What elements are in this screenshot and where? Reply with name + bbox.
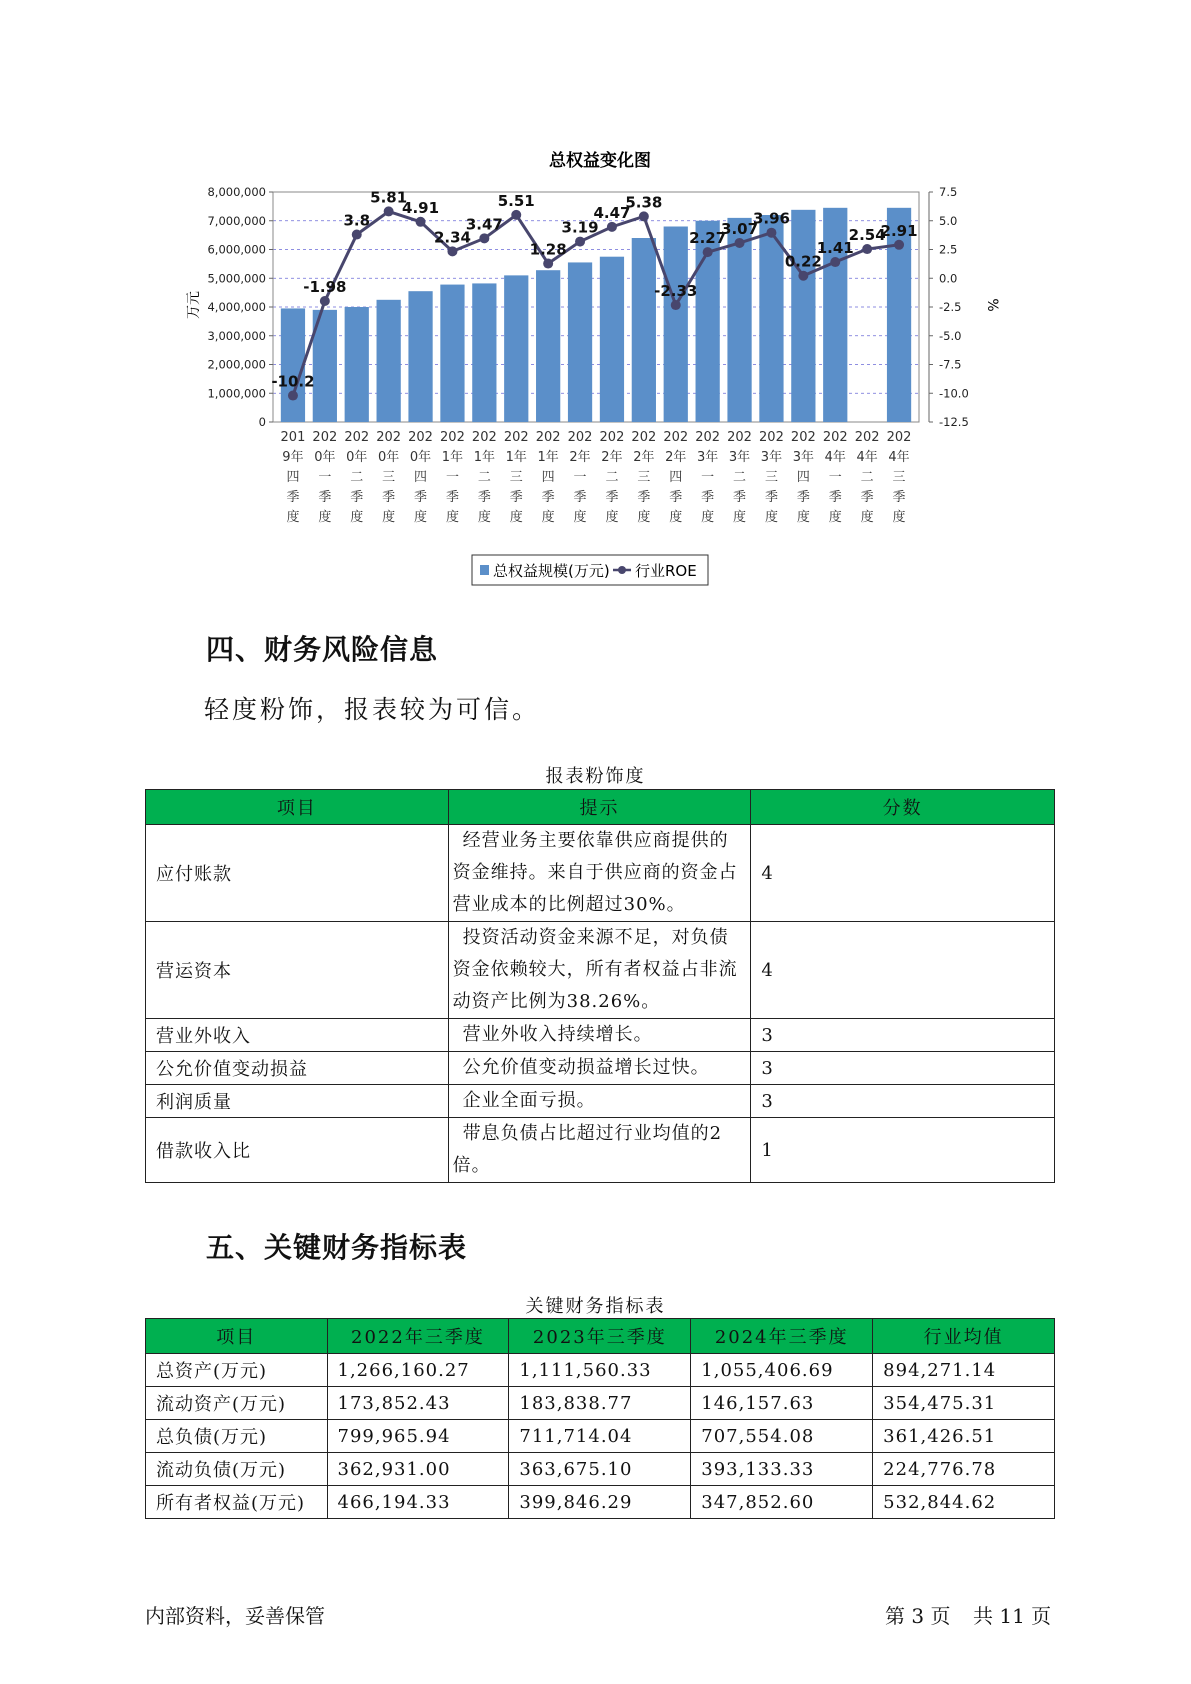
cell: 799,965.94 [327,1420,509,1453]
table-row [146,1387,1055,1420]
table-row [146,1486,1055,1519]
svg-text:度: 度 [892,510,906,525]
roe-point [416,217,426,227]
chart-title: 总权益变化图 [549,151,651,171]
svg-text:二: 二 [350,470,364,485]
svg-text:201: 201 [280,430,306,445]
x-tick-label [791,430,816,525]
svg-text:202: 202 [440,430,465,445]
y-left-tick-label: 1,000,000 [207,386,266,401]
x-tick-label [663,430,688,525]
cell: 流动负债(万元) [146,1453,328,1486]
equity-bar [632,238,656,422]
svg-text:度: 度 [764,510,778,525]
svg-text:三: 三 [892,470,906,485]
y-right-tick-label: -5.0 [939,328,962,343]
cell: 146,157.63 [691,1387,873,1420]
section5-heading: 五、关键财务指标表 [206,1231,468,1264]
svg-text:二: 二 [860,470,874,485]
y-right-tick-label: -12.5 [939,415,969,429]
svg-text:季: 季 [701,490,715,505]
cell: 894,271.14 [873,1354,1055,1387]
y-left-tick-label: 4,000,000 [207,300,266,314]
row-item: 营业外收入 [146,1019,449,1052]
section4-heading: 四、财务风险信息 [206,633,439,666]
header-industry-avg: 行业均值 [873,1319,1055,1354]
svg-text:季: 季 [477,490,491,505]
roe-data-label: 2.91 [880,221,918,240]
svg-text:0年: 0年 [378,450,400,465]
roe-data-label: 4.91 [402,198,440,217]
cell: 347,852.60 [691,1486,873,1519]
svg-text:202: 202 [663,430,689,445]
table-row [146,1453,1055,1486]
x-tick-label [344,430,369,525]
y-axis-right-label: % [984,298,1000,312]
y-left-tick-label: 3,000,000 [207,328,266,343]
roe-point [703,247,713,257]
risk-table-caption: 报表粉饰度 [545,766,646,787]
table-row [146,922,1055,1019]
svg-text:季: 季 [445,490,459,505]
svg-text:3年: 3年 [792,450,814,465]
x-tick-label [472,430,497,525]
cell: 361,426.51 [873,1420,1055,1453]
y-right-tick-label: -7.5 [939,357,962,372]
roe-point [384,206,394,216]
row-tip: 投资活动资金来源不足，对负债资金依赖较大，所有者权益占非流动资产比例为38.26%。 [448,922,751,1019]
y-left-tick-label: 7,000,000 [207,213,266,228]
equity-bar [377,300,401,422]
legend-bar-swatch [480,565,489,575]
y-axis-left-label: 万元 [186,291,202,319]
svg-text:度: 度 [414,510,428,525]
header-item: 项目 [146,790,449,825]
roe-data-label: 3.96 [752,209,790,228]
cell: 1,266,160.27 [327,1354,509,1387]
svg-text:202: 202 [631,430,657,445]
svg-text:三: 三 [637,470,651,485]
roe-data-label: 2.54 [848,226,886,245]
header-2024q3: 2024年三季度 [691,1319,873,1354]
svg-text:2年: 2年 [665,450,687,465]
equity-bar [472,283,496,422]
row-score: 3 [751,1019,1055,1052]
svg-text:202: 202 [344,430,370,445]
roe-point [639,211,649,221]
cell: 707,554.08 [691,1420,873,1453]
row-item: 利润质量 [146,1085,449,1118]
table-row [146,1052,1055,1085]
cell: 354,475.31 [873,1387,1055,1420]
y-axis-right [929,185,969,429]
x-tick-label [823,430,848,525]
svg-text:4年: 4年 [888,450,910,465]
svg-text:2年: 2年 [569,450,591,465]
svg-text:度: 度 [445,510,459,525]
svg-text:季: 季 [541,490,555,505]
svg-text:度: 度 [286,510,300,525]
roe-point [447,246,457,256]
x-tick-label [312,430,337,525]
svg-text:度: 度 [637,510,651,525]
x-tick-label [536,430,561,525]
roe-point [671,300,681,310]
roe-data-label: 5.81 [370,188,408,207]
footer-page-number: 第 3 页 [885,1604,951,1628]
svg-text:0年: 0年 [346,450,368,465]
x-tick-label [408,430,433,525]
roe-point [766,228,776,238]
table-row [146,1019,1055,1052]
svg-text:202: 202 [376,430,402,445]
row-item: 营运资本 [146,922,449,1019]
x-tick-label [376,430,401,525]
svg-text:季: 季 [605,490,619,505]
svg-text:3年: 3年 [728,450,751,465]
row-item: 借款收入比 [146,1118,449,1183]
svg-text:4年: 4年 [824,450,846,465]
svg-text:四: 四 [669,470,683,485]
cell: 711,714.04 [509,1420,691,1453]
roe-point [862,244,872,254]
svg-text:季: 季 [828,490,842,505]
svg-text:二: 二 [733,470,747,485]
svg-text:度: 度 [350,510,364,525]
roe-point [830,257,840,267]
svg-text:0年: 0年 [314,450,336,465]
svg-text:度: 度 [669,510,683,525]
cell: 393,133.33 [691,1453,873,1486]
y-left-tick-label: 5,000,000 [207,271,266,286]
svg-text:1年: 1年 [441,450,464,465]
roe-data-label: 4.47 [593,203,631,222]
svg-text:一: 一 [573,470,587,485]
svg-text:季: 季 [764,490,778,505]
svg-text:度: 度 [860,510,874,525]
x-tick-label [440,430,465,525]
svg-text:4年: 4年 [856,450,878,465]
x-tick-label [504,430,529,525]
x-tick-label [631,430,656,525]
equity-bar [600,257,624,422]
roe-data-label: 3.8 [343,211,371,230]
x-tick-label [759,430,784,525]
svg-text:1年: 1年 [505,450,527,465]
row-score: 3 [751,1052,1055,1085]
svg-text:季: 季 [733,490,747,505]
x-tick-label [855,430,880,525]
cell: 362,931.00 [327,1453,509,1486]
roe-point [607,222,617,232]
svg-text:202: 202 [408,430,433,445]
roe-point [894,240,904,250]
y-right-tick-label: -2.5 [939,300,962,314]
table-row [146,825,1055,922]
svg-text:202: 202 [535,430,561,445]
x-axis-labels [281,430,912,525]
roe-data-label: -10.2 [271,372,315,391]
svg-text:季: 季 [573,490,587,505]
equity-bar [727,218,751,422]
svg-text:202: 202 [854,430,880,445]
header-2023q3: 2023年三季度 [509,1319,691,1354]
roe-data-label: 5.51 [497,191,535,210]
svg-text:四: 四 [414,470,428,485]
row-tip: 公允价值变动损益增长过快。 [448,1052,751,1085]
svg-text:一: 一 [445,470,459,485]
row-tip: 企业全面亏损。 [448,1085,751,1118]
svg-text:季: 季 [637,490,651,505]
roe-point [288,391,298,401]
y-right-tick-label: 2.5 [939,242,958,257]
cell: 183,838.77 [509,1387,691,1420]
chart-legend [472,555,708,585]
svg-text:202: 202 [695,430,721,445]
header-item: 项目 [146,1319,328,1354]
risk-table [145,789,1055,1183]
table-row [146,1420,1055,1453]
table-row [146,1118,1055,1183]
svg-text:度: 度 [701,510,715,525]
svg-text:3年: 3年 [697,450,719,465]
svg-text:9年: 9年 [282,450,304,465]
y-right-tick-label: 5.0 [939,213,958,228]
row-tip: 带息负债占比超过行业均值的2倍。 [448,1118,751,1183]
y-left-tick-label: 6,000,000 [207,242,266,257]
svg-text:202: 202 [567,430,593,445]
row-item: 应付账款 [146,825,449,922]
svg-text:度: 度 [573,510,587,525]
row-item: 公允价值变动损益 [146,1052,449,1085]
row-tip: 经营业务主要依靠供应商提供的资金维持。来自于供应商的资金占营业成本的比例超过30%。 [448,825,751,922]
x-tick-label [695,430,720,525]
row-score: 1 [751,1118,1055,1183]
equity-bar [664,227,688,423]
svg-text:一: 一 [318,470,332,485]
svg-text:度: 度 [509,510,523,525]
table-row [146,1085,1055,1118]
svg-text:一: 一 [828,470,842,485]
x-tick-label [887,430,912,525]
cell: 532,844.62 [873,1486,1055,1519]
svg-text:202: 202 [886,430,912,445]
roe-data-label: 2.34 [433,228,471,247]
table-row [146,1354,1055,1387]
svg-text:季: 季 [509,490,523,505]
legend-line-marker [618,566,626,574]
cell: 466,194.33 [327,1486,509,1519]
row-tip: 营业外收入持续增长。 [448,1019,751,1052]
x-tick-label [727,430,752,525]
svg-text:3年: 3年 [760,450,783,465]
row-score: 4 [751,825,1055,922]
cell: 173,852.43 [327,1387,509,1420]
equity-bar [345,307,369,422]
svg-text:202: 202 [471,430,497,445]
svg-text:1年: 1年 [537,450,559,465]
svg-text:季: 季 [318,490,332,505]
footer-confidential: 内部资料，妥善保管 [145,1604,325,1628]
roe-data-label: 3.19 [561,218,599,237]
equity-bar [504,275,528,422]
svg-text:2年: 2年 [633,450,655,465]
roe-data-label: 2.27 [689,229,727,248]
y-right-tick-label: -10.0 [939,386,969,401]
x-tick-label [281,430,306,525]
svg-text:季: 季 [669,490,683,505]
roe-point [735,238,745,248]
key-financial-table [145,1318,1055,1519]
svg-text:202: 202 [503,430,529,445]
equity-bar [281,308,305,422]
svg-text:一: 一 [701,470,715,485]
svg-text:四: 四 [541,470,555,485]
svg-text:度: 度 [382,510,396,525]
header-score: 分数 [751,790,1055,825]
roe-data-label: 0.22 [784,252,822,271]
cell: 流动资产(万元) [146,1387,328,1420]
svg-text:四: 四 [796,470,810,485]
svg-text:202: 202 [599,430,625,445]
legend-line-label: 行业ROE [635,562,697,580]
cell: 所有者权益(万元) [146,1486,328,1519]
header-tip: 提示 [448,790,751,825]
x-tick-label [600,430,625,525]
y-right-tick-label: 0.0 [939,271,958,286]
svg-text:季: 季 [414,490,428,505]
svg-text:二: 二 [477,470,491,485]
svg-text:季: 季 [286,490,300,505]
cell: 1,055,406.69 [691,1354,873,1387]
footer-total-pages: 共 11 页 [973,1604,1052,1628]
svg-text:0年: 0年 [409,450,432,465]
roe-point [352,230,362,240]
equity-bar [536,270,560,422]
svg-text:三: 三 [382,470,396,485]
y-left-tick-label: 0 [258,415,266,429]
svg-text:度: 度 [733,510,747,525]
cell: 399,846.29 [509,1486,691,1519]
svg-text:三: 三 [509,470,523,485]
roe-data-label: 1.41 [816,239,854,258]
roe-point [320,296,330,306]
x-tick-label [568,430,593,525]
equity-bar [791,210,815,422]
svg-text:2年: 2年 [601,450,623,465]
svg-text:202: 202 [759,430,784,445]
roe-data-label: 3.47 [465,215,503,234]
roe-point [511,210,521,220]
svg-text:季: 季 [892,490,906,505]
roe-data-label: -2.33 [654,282,698,301]
svg-text:度: 度 [318,510,332,525]
risk-summary: 轻度粉饰，报表较为可信。 [204,695,541,724]
svg-text:202: 202 [727,430,752,445]
equity-bar [568,262,592,422]
svg-text:二: 二 [605,470,619,485]
equity-chart [180,140,1000,590]
y-left-tick-label: 8,000,000 [207,185,266,199]
roe-data-label: 1.28 [529,240,567,259]
svg-text:1年: 1年 [473,450,495,465]
roe-point [575,237,585,247]
y-axis-left [207,185,273,429]
y-right-tick-label: 7.5 [939,185,958,199]
svg-text:季: 季 [860,490,874,505]
roe-data-label: -1.98 [303,278,347,297]
svg-text:度: 度 [796,510,810,525]
svg-text:季: 季 [382,490,396,505]
svg-text:度: 度 [828,510,842,525]
svg-text:202: 202 [312,430,338,445]
row-score: 3 [751,1085,1055,1118]
y-left-tick-label: 2,000,000 [207,357,266,372]
svg-text:度: 度 [541,510,555,525]
equity-bar [440,285,464,422]
roe-data-label: 3.07 [721,219,759,238]
svg-text:度: 度 [605,510,619,525]
cell: 224,776.78 [873,1453,1055,1486]
legend-bar-label: 总权益规模(万元) [493,562,610,580]
svg-text:四: 四 [286,470,300,485]
roe-point [479,233,489,243]
roe-data-label: 5.38 [625,193,663,212]
cell: 总负债(万元) [146,1420,328,1453]
cell: 1,111,560.33 [509,1354,691,1387]
svg-text:季: 季 [350,490,364,505]
cell: 363,675.10 [509,1453,691,1486]
header-2022q3: 2022年三季度 [327,1319,509,1354]
svg-text:度: 度 [477,510,491,525]
svg-text:202: 202 [790,430,816,445]
svg-text:202: 202 [822,430,848,445]
roe-point [798,271,808,281]
equity-bar [408,291,432,422]
svg-text:三: 三 [764,470,778,485]
svg-text:季: 季 [796,490,810,505]
row-score: 4 [751,922,1055,1019]
roe-point [543,259,553,269]
kf-table-caption: 关键财务指标表 [525,1296,666,1317]
risk-table-header [146,790,1055,825]
kf-table-header [146,1319,1055,1354]
cell: 总资产(万元) [146,1354,328,1387]
